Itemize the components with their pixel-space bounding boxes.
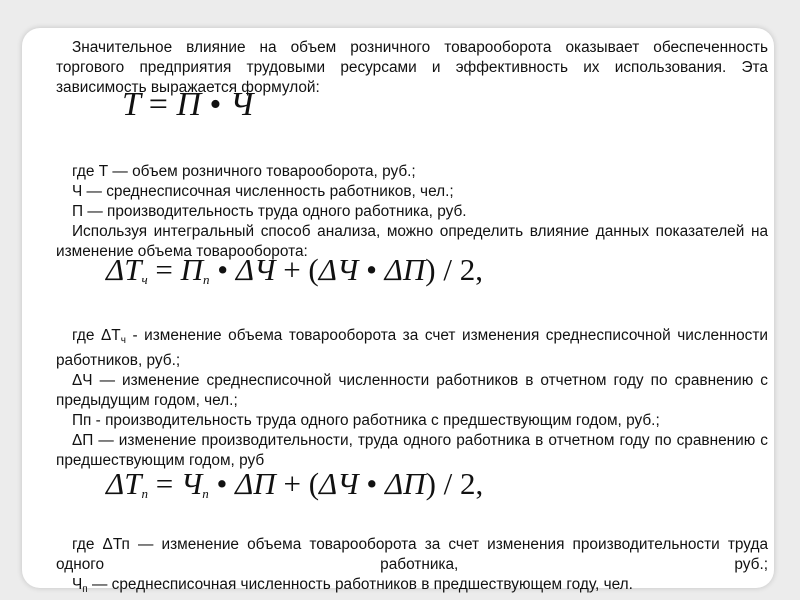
f3-ch: Ч xyxy=(180,466,203,501)
f1-lhs: T xyxy=(122,86,141,123)
f2-rpar: ) xyxy=(425,252,436,287)
f3-rpar: ) xyxy=(425,466,436,501)
f2-eq: = xyxy=(155,252,173,287)
f1-ch: Ч xyxy=(229,86,254,123)
f3-eq: = xyxy=(155,466,174,501)
f1-eq: = xyxy=(148,86,168,123)
f2-div: / xyxy=(443,252,452,287)
formula-delta-t-p xyxy=(106,466,483,502)
intro-paragraph: Значительное влияние на объем розничного товарооборота оказывает обеспеченность торгового предприятия трудовыми ресурсами и эффективность их использования. Эта зависимость выражается формулой: xyxy=(56,39,768,96)
f3-comma: , xyxy=(475,466,484,501)
f3-div: / xyxy=(443,466,453,501)
def-ch-p-sub: п xyxy=(82,584,88,595)
def-delta-tp: где ΔТп — изменение объема товарооборота за счет изменения производительности труда одного работника, руб.; xyxy=(56,536,768,573)
f2-delta-p: ΔП xyxy=(384,252,426,287)
f1-p: П xyxy=(176,86,202,123)
formula-t-equals-p-times-ch xyxy=(122,86,253,124)
def-t: где Т — объем розничного товарооборота, руб.; xyxy=(72,163,416,180)
f3-delta-p-2: ΔП xyxy=(384,466,426,501)
f2-comma: , xyxy=(475,252,483,287)
f3-plus: + xyxy=(283,466,301,501)
def-delta-p: ΔП — изменение производительности, труда одного работника в отчетном году по сравнению с предшествующим годом, руб xyxy=(56,432,768,469)
def-ch: Ч — среднесписочная численность работников, чел.; xyxy=(72,183,454,200)
def-delta-t-ch-rest: - изменение объема товарооборота за счет изменения среднесписочной численности работников, руб.; xyxy=(56,327,769,369)
f2-dot-2: • xyxy=(366,252,377,287)
def-ch-p-rest: — среднесписочная численность работников в предшествующем году, чел. xyxy=(87,576,633,593)
f2-delta-ch-2: ΔЧ xyxy=(318,252,359,287)
f3-dot-1: • xyxy=(216,466,228,501)
f3-lpar: ( xyxy=(308,466,320,501)
f2-delta-t: ΔT xyxy=(106,252,142,287)
f3-two: 2 xyxy=(460,466,476,501)
def-p: П — производительность труда одного работника, руб. xyxy=(72,203,467,220)
f2-two: 2 xyxy=(459,252,476,287)
def-ch-p-prefix: Ч xyxy=(72,576,83,593)
f3-delta-p-1: ΔП xyxy=(235,466,276,501)
def-pp: Пп - производительность труда одного работника с предшествующим годом, руб.; xyxy=(72,412,660,429)
f2-p-sub: п xyxy=(203,272,210,287)
f3-delta-ch: ΔЧ xyxy=(319,466,359,501)
f3-dot-2: • xyxy=(366,466,378,501)
f1-dot: • xyxy=(209,86,222,123)
f2-dot-1: • xyxy=(217,252,229,287)
f2-t-sub: ч xyxy=(141,272,148,287)
def-delta-t-ch-prefix: где ΔТ xyxy=(72,327,121,344)
def-ch-p xyxy=(56,575,768,600)
method-paragraph: Используя интегральный способ анализа, можно определить влияние данных показателей на изменение объема товарооборота: xyxy=(56,223,768,260)
f2-p: П xyxy=(180,252,204,287)
def-delta-ch: ΔЧ — изменение среднесписочной численности работников в отчетном году по сравнению с предыдущим годом, чел.; xyxy=(56,372,768,409)
f3-delta-t: ΔT xyxy=(106,466,142,501)
f2-plus: + xyxy=(283,252,301,287)
f3-ch-sub: п xyxy=(202,486,209,501)
f3-t-sub: п xyxy=(141,486,148,501)
formula-delta-t-ch xyxy=(106,252,483,288)
f2-lpar: ( xyxy=(308,252,319,287)
f2-delta-ch-1: ΔЧ xyxy=(235,252,276,287)
def-delta-t-ch xyxy=(56,326,768,371)
def-delta-t-ch-sub: ч xyxy=(120,335,126,346)
